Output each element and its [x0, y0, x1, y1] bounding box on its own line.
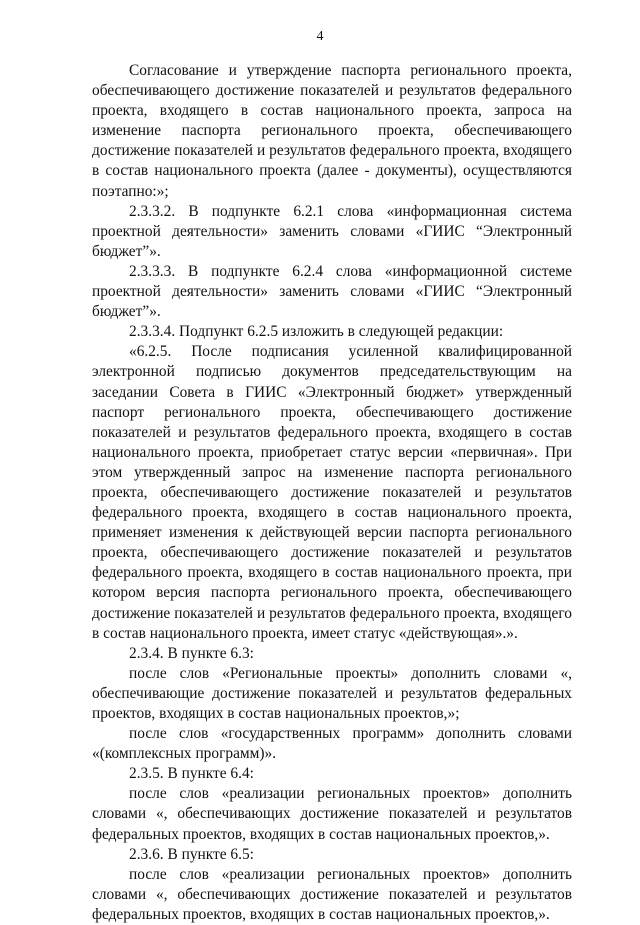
paragraph: Согласование и утверждение паспорта регионального проекта, обеспечивающего достижение показателей и результатов федерального проекта, входящего в состав национального проекта, запроса на изменение паспорта регионального проекта, обеспечивающего достижение показателей и результатов федерального проекта, входящего в состав национального проекта (далее - документы), осуществляются поэтапно:»; [92, 62, 572, 200]
paragraph: 2.3.3.4. Подпункт 6.2.5 изложить в следующей редакции: [129, 323, 504, 341]
paragraph: 2.3.5. В пункте 6.4: [129, 765, 254, 783]
paragraph: после слов «реализации региональных проектов» дополнить словами «, обеспечивающих достижение показателей и результатов федеральных проектов, входящих в состав национальных проектов,». [92, 785, 572, 843]
paragraph: 2.3.4. В пункте 6.3: [129, 644, 254, 662]
paragraph: после слов «реализации региональных проектов» дополнить словами «, обеспечивающих достижение показателей и результатов федеральных проектов, входящих в состав национальных проектов,». [92, 865, 572, 923]
paragraph: 2.3.3.2. В подпункте 6.2.1 слова «информационная система проектной деятельности» заменить словами «ГИИС “Электронный бюджет”». [92, 202, 572, 260]
paragraph: 2.3.6. В пункте 6.5: [129, 845, 254, 863]
page-number: 4 [316, 29, 324, 44]
paragraph: после слов «государственных программ» дополнить словами «(комплексных программ)». [92, 725, 572, 763]
paragraph: «6.2.5. После подписания усиленной квалифицированной электронной подписью документов председательствующим на заседании Совета в ГИИС «Электронный бюджет» утвержденный паспорт регионального проекта, обеспечивающего достижение показателей и результатов федерального проекта, входящего в состав национального проекта, приобретает статус версии «первичная». При этом утвержденный запрос на изменение паспорта регионального проекта, обеспечивающего достижение показателей и результатов федерального проекта, входящего в состав национального проекта, применяет изменения к действующей версии паспорта регионального проекта, обеспечивающего достижение показателей и результатов федерального проекта, входящего в состав национального проекта, при котором версия паспорта регионального проекта, обеспечивающего достижение показателей и результатов федерального проекта, входящего в состав национального проекта, имеет статус «действующая».». [92, 343, 572, 642]
paragraph: после слов «Региональные проекты» дополнить словами «, обеспечивающие достижение показателей и результатов федеральных проектов, входящих в состав национальных проектов,»; [92, 664, 572, 722]
document-body [92, 61, 572, 925]
paragraph: 2.3.3.3. В подпункте 6.2.4 слова «информационной системе проектной деятельности» заменить словами «ГИИС “Электронный бюджет”». [92, 262, 572, 321]
